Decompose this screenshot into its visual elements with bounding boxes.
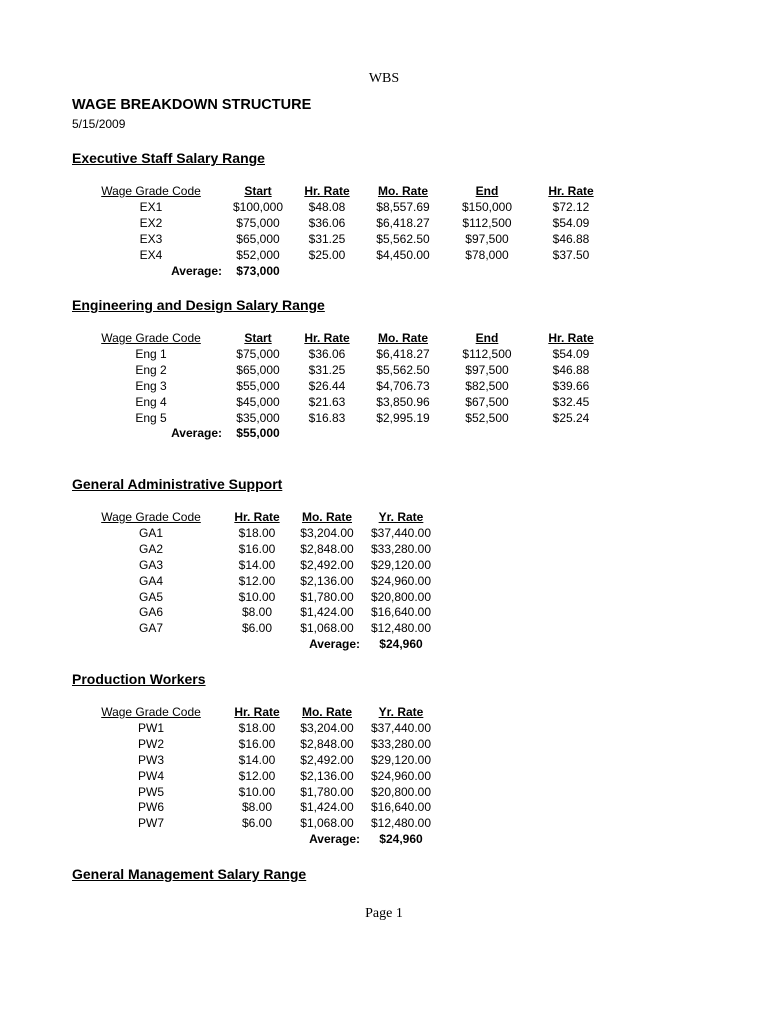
table-cell: $5,562.50 [376, 362, 430, 377]
table-cell: $6,418.27 [376, 215, 430, 230]
table-cell: $21.63 [308, 394, 346, 409]
wage-grade-code: GA2 [138, 541, 163, 556]
wage-grade-code: PW1 [137, 720, 164, 735]
column-header: Yr. Rate [378, 705, 424, 719]
table-cell: $12.00 [238, 768, 276, 783]
wage-grade-code: GA1 [138, 525, 163, 540]
table-cell: $97,500 [465, 362, 509, 377]
average-value: $73,000 [236, 263, 280, 278]
column-header: Wage Grade Code [101, 184, 201, 198]
table-cell: $2,848.00 [300, 541, 354, 556]
table-cell: $52,500 [465, 410, 509, 425]
column-header: Mo. Rate [301, 510, 352, 524]
table-cell: $29,120.00 [370, 557, 432, 572]
table-cell: $67,500 [465, 394, 509, 409]
table-cell: $46.88 [552, 362, 590, 377]
table-cell: $2,492.00 [300, 752, 354, 767]
table-cell: $75,000 [236, 346, 280, 361]
table-cell: $3,204.00 [300, 525, 354, 540]
column-header: End [475, 331, 499, 345]
average-value: $55,000 [236, 426, 280, 441]
column-header: Wage Grade Code [101, 510, 201, 524]
wage-grade-code: PW4 [137, 768, 164, 783]
table-cell: $112,500 [462, 346, 512, 361]
average-label: Average: [309, 832, 360, 847]
table-cell: $12.00 [238, 573, 276, 588]
wage-grade-code: Eng 4 [135, 394, 167, 409]
table-cell: $14.00 [238, 557, 276, 572]
table-cell: $2,136.00 [300, 573, 354, 588]
table-cell: $3,204.00 [300, 720, 354, 735]
table-cell: $3,850.96 [376, 394, 430, 409]
table-cell: $72.12 [552, 199, 590, 214]
wage-grade-code: GA3 [138, 557, 163, 572]
section-title: Executive Staff Salary Range [72, 150, 265, 166]
table-cell: $6.00 [241, 816, 273, 831]
table-cell: $1,068.00 [300, 621, 354, 636]
column-header: Hr. Rate [234, 510, 280, 524]
page-footer: Page 1 [365, 906, 403, 921]
table-cell: $16,640.00 [370, 800, 432, 815]
table-cell: $97,500 [465, 231, 509, 246]
column-header: Mo. Rate [301, 705, 352, 719]
column-header: Hr. Rate [548, 331, 594, 345]
table-cell: $4,450.00 [376, 247, 430, 262]
table-cell: $8.00 [241, 605, 273, 620]
column-header: Wage Grade Code [101, 705, 201, 719]
table-cell: $29,120.00 [370, 752, 432, 767]
table-cell: $2,492.00 [300, 557, 354, 572]
table-cell: $14.00 [238, 752, 276, 767]
wage-grade-code: PW3 [137, 752, 164, 767]
column-header: Hr. Rate [548, 184, 594, 198]
table-cell: $25.24 [552, 410, 590, 425]
table-cell: $54.09 [552, 346, 590, 361]
wage-grade-code: PW2 [137, 736, 164, 751]
table-cell: $1,780.00 [300, 784, 354, 799]
table-cell: $24,960.00 [370, 573, 432, 588]
document-title: WAGE BREAKDOWN STRUCTURE [72, 97, 312, 113]
table-cell: $37,440.00 [370, 525, 432, 540]
table-cell: $16.00 [238, 736, 276, 751]
table-cell: $2,136.00 [300, 768, 354, 783]
table-cell: $1,424.00 [300, 605, 354, 620]
table-cell: $112,500 [462, 215, 512, 230]
table-cell: $45,000 [236, 394, 280, 409]
table-cell: $65,000 [236, 231, 280, 246]
table-cell: $100,000 [232, 199, 284, 214]
table-cell: $39.66 [552, 378, 590, 393]
table-cell: $33,280.00 [370, 736, 432, 751]
table-cell: $31.25 [308, 231, 346, 246]
table-cell: $24,960.00 [370, 768, 432, 783]
wage-grade-code: GA7 [138, 621, 163, 636]
document-date: 5/15/2009 [72, 117, 126, 131]
wage-grade-code: Eng 3 [135, 378, 167, 393]
table-cell: $16.00 [238, 541, 276, 556]
table-cell: $52,000 [236, 247, 280, 262]
table-cell: $33,280.00 [370, 541, 432, 556]
table-cell: $36.06 [308, 215, 346, 230]
table-cell: $37,440.00 [370, 720, 432, 735]
wage-grade-code: PW5 [137, 784, 164, 799]
page-header: WBS [368, 71, 400, 86]
table-cell: $6,418.27 [376, 346, 430, 361]
wage-grade-code: GA6 [138, 605, 163, 620]
table-cell: $12,480.00 [370, 816, 432, 831]
table-cell: $78,000 [465, 247, 509, 262]
section-title: Engineering and Design Salary Range [72, 297, 325, 313]
column-header: Yr. Rate [378, 510, 424, 524]
table-cell: $2,848.00 [300, 736, 354, 751]
table-cell: $31.25 [308, 362, 346, 377]
column-header: Hr. Rate [304, 184, 350, 198]
column-header: Hr. Rate [304, 331, 350, 345]
wage-grade-code: PW7 [137, 816, 164, 831]
table-cell: $12,480.00 [370, 621, 432, 636]
wage-grade-code: GA5 [138, 589, 163, 604]
wage-grade-code: EX4 [139, 247, 163, 262]
wage-grade-code: Eng 2 [135, 362, 167, 377]
wage-grade-code: GA4 [138, 573, 163, 588]
column-header: Start [244, 184, 272, 198]
table-cell: $26.44 [308, 378, 346, 393]
column-header: Start [244, 331, 272, 345]
table-cell: $1,780.00 [300, 589, 354, 604]
column-header: Mo. Rate [377, 184, 428, 198]
table-cell: $35,000 [236, 410, 280, 425]
table-cell: $16.83 [308, 410, 346, 425]
table-cell: $48.08 [308, 199, 346, 214]
average-value: $24,960 [379, 637, 423, 652]
section-title: Production Workers [72, 671, 206, 687]
wage-grade-code: EX1 [139, 199, 163, 214]
table-cell: $37.50 [552, 247, 590, 262]
table-cell: $16,640.00 [370, 605, 432, 620]
column-header: Hr. Rate [234, 705, 280, 719]
column-header: Mo. Rate [377, 331, 428, 345]
table-cell: $65,000 [236, 362, 280, 377]
table-cell: $75,000 [236, 215, 280, 230]
section-title: General Administrative Support [72, 476, 283, 492]
table-cell: $18.00 [238, 525, 276, 540]
table-cell: $32.45 [552, 394, 590, 409]
table-cell: $6.00 [241, 621, 273, 636]
table-cell: $54.09 [552, 215, 590, 230]
average-label: Average: [171, 426, 222, 441]
average-label: Average: [171, 263, 222, 278]
wage-grade-code: PW6 [137, 800, 164, 815]
table-cell: $8,557.69 [376, 199, 430, 214]
average-label: Average: [309, 637, 360, 652]
table-cell: $46.88 [552, 231, 590, 246]
table-cell: $150,000 [461, 199, 513, 214]
table-cell: $82,500 [465, 378, 509, 393]
table-cell: $36.06 [308, 346, 346, 361]
wage-grade-code: EX3 [139, 231, 163, 246]
table-cell: $2,995.19 [376, 410, 430, 425]
wage-grade-code: Eng 1 [135, 346, 167, 361]
wage-grade-code: Eng 5 [135, 410, 167, 425]
table-cell: $5,562.50 [376, 231, 430, 246]
table-cell: $20,800.00 [370, 784, 432, 799]
table-cell: $10.00 [238, 589, 276, 604]
table-cell: $1,424.00 [300, 800, 354, 815]
table-cell: $18.00 [238, 720, 276, 735]
table-cell: $25.00 [308, 247, 346, 262]
table-cell: $10.00 [238, 784, 276, 799]
table-cell: $20,800.00 [370, 589, 432, 604]
section-title: General Management Salary Range [72, 866, 307, 882]
wage-grade-code: EX2 [139, 215, 163, 230]
column-header: End [475, 184, 499, 198]
table-cell: $4,706.73 [376, 378, 430, 393]
average-value: $24,960 [379, 832, 423, 847]
table-cell: $55,000 [236, 378, 280, 393]
table-cell: $8.00 [241, 800, 273, 815]
column-header: Wage Grade Code [101, 331, 201, 345]
table-cell: $1,068.00 [300, 816, 354, 831]
